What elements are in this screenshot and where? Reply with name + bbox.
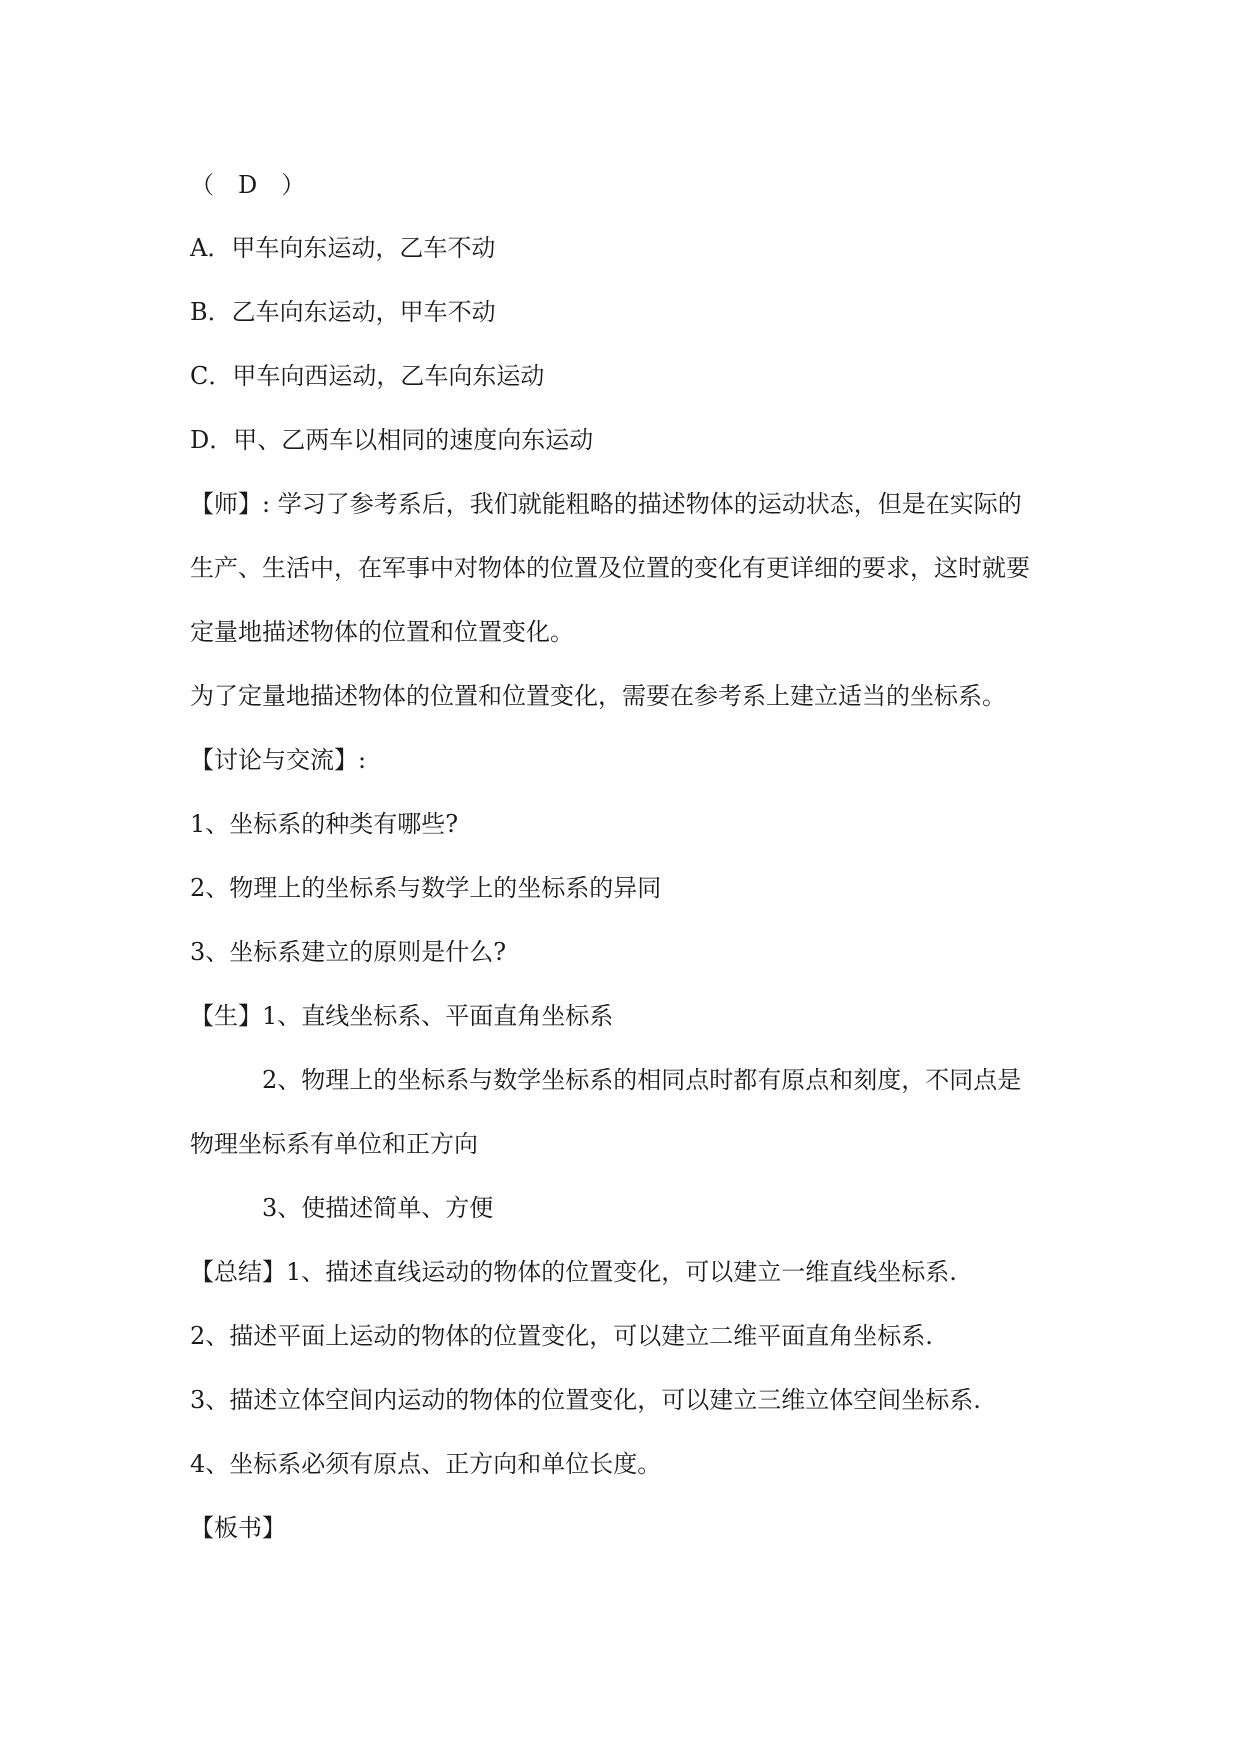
teacher-paragraph-line-3: 定量地描述物体的位置和位置变化。	[190, 618, 574, 646]
teacher-paragraph-line-1: 【师】: 学习了参考系后，我们就能粗略的描述物体的运动状态，但是在实际的	[190, 490, 1022, 518]
student-answer-3: 3、使描述简单、方便	[262, 1194, 494, 1222]
summary-line-2: 2、描述平面上运动的物体的位置变化，可以建立二维平面直角坐标系.	[190, 1322, 933, 1350]
discussion-question-3: 3、坐标系建立的原则是什么?	[190, 938, 507, 966]
option-c: C．甲车向西运动，乙车向东运动	[190, 362, 545, 390]
summary-line-1: 【总结】1、描述直线运动的物体的位置变化，可以建立一维直线坐标系.	[190, 1258, 957, 1286]
summary-line-3: 3、描述立体空间内运动的物体的位置变化，可以建立三维立体空间坐标系.	[190, 1386, 981, 1414]
option-b: B．乙车向东运动，甲车不动	[190, 298, 496, 326]
option-a: A．甲车向东运动，乙车不动	[190, 234, 496, 262]
discussion-heading: 【讨论与交流】:	[190, 746, 367, 774]
student-answer-2b: 物理坐标系有单位和正方向	[190, 1130, 478, 1158]
teacher-paragraph-line-2: 生产、生活中，在军事中对物体的位置及位置的变化有更详细的要求，这时就要	[190, 554, 1030, 582]
summary-line-4: 4、坐标系必须有原点、正方向和单位长度。	[190, 1450, 662, 1478]
student-answer-1: 【生】1、直线坐标系、平面直角坐标系	[190, 1002, 614, 1030]
answer-bracket: （ D ）	[190, 171, 306, 199]
board-heading: 【板书】	[190, 1514, 286, 1542]
discussion-question-1: 1、坐标系的种类有哪些?	[190, 810, 459, 838]
student-answer-2a: 2、物理上的坐标系与数学坐标系的相同点时都有原点和刻度，不同点是	[262, 1066, 1022, 1094]
intro-paragraph: 为了定量地描述物体的位置和位置变化，需要在参考系上建立适当的坐标系。	[190, 682, 1006, 710]
discussion-question-2: 2、物理上的坐标系与数学上的坐标系的异同	[190, 874, 662, 902]
option-d: D．甲、乙两车以相同的速度向东运动	[190, 426, 594, 454]
